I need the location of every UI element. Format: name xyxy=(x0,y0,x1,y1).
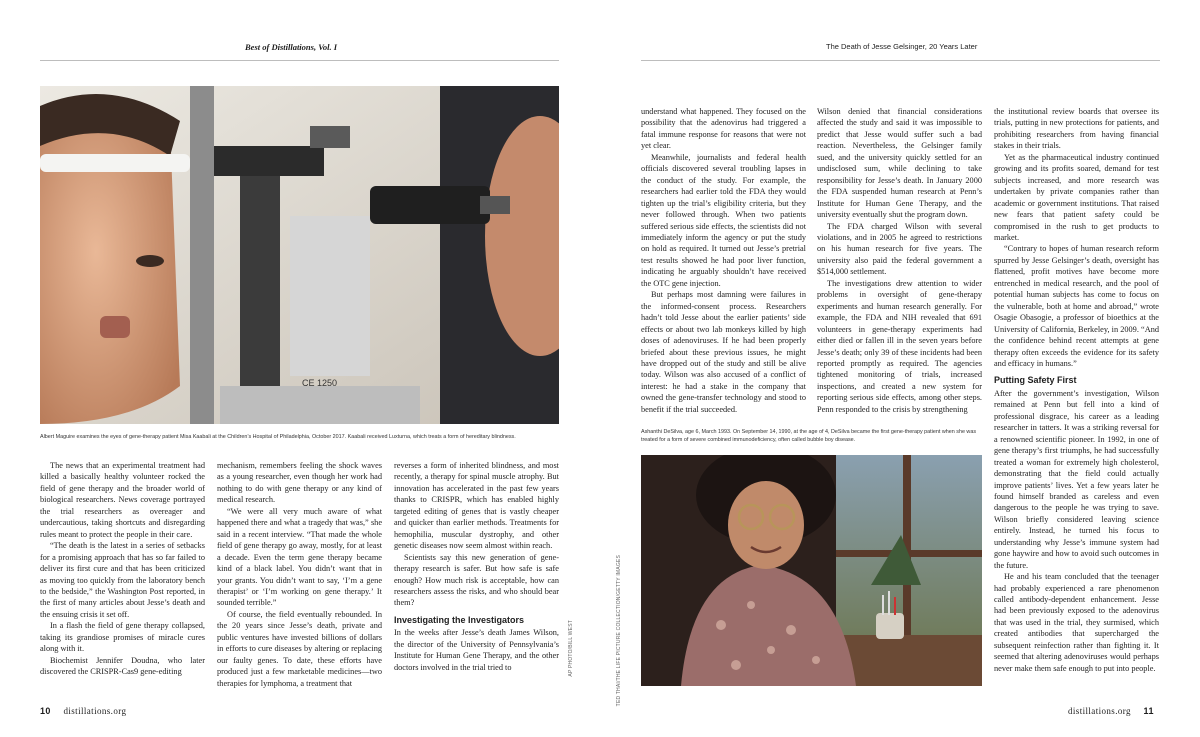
paragraph: Scientists say this new generation of gene-therapy research is safer. But how safe is safe enough? How much risk is acceptable, how can researchers assess the risks, and who should bear them? xyxy=(394,552,559,608)
paragraph: “The death is the latest in a series of setbacks for a promising approach that has so far failed to deliver its first cure and that has been criticized as moving too quickly from the laboratory bench to the bedside,” the Washington Post reported, in the first of many articles about Jesse’s death and the ensuing crisis it set off. xyxy=(40,541,205,619)
photo-desilva xyxy=(641,455,982,686)
instrument-label: CE 1250 xyxy=(302,378,338,388)
paragraph: The investigations drew attention to wider problems in oversight of gene-therapy experiments and human research generally. For example, the FDA and NIH revealed that 691 volunteers in gene-therapy experiments had either died or fallen ill in the seven years before Jesse’s death; only 39 of these incidents had been reported promptly as required. The agencies tightened monitoring of trials, increased inspections, and created a new system for reporting serious side effects, among other steps. Penn responded to the crisis by strengthening xyxy=(817,278,982,414)
footer-site-left: distillations.org xyxy=(63,706,127,716)
paragraph: But perhaps most damning were failures in the informed-consent process. Researchers hadn’t told Jesse about the earlier patients’ side effects or about two lab monkeys killed by high doses of adenoviruses. If he had been properly briefed about these previous issues, he might have dropped out of the study and still be alive today. Wilson was also accused of a conflict of interest: he had a stake in the company that owned the gene-transfer technology and stood to benefit if the trial succeeded. xyxy=(641,290,806,414)
paragraph: mechanism, remembers feeling the shock waves as a young researcher, even though her work had nothing to do with gene therapy or any kind of medical research. xyxy=(217,461,382,505)
paragraph: The news that an experimental treatment had killed a basically healthy volunteer rocked the field of gene therapy and the broader world of biological researchers. News coverage portrayed the trial researchers as overeager and undercautious, taking shortcuts and disregarding rules meant to protect the people in their care. xyxy=(40,461,205,539)
column-3 xyxy=(394,460,559,673)
paragraph: Yet as the pharmaceutical industry continued growing and its profits soared, demand for test subjects increased, and more research was undertaken by private companies rather than academic or government institutions. That raised new fears that patient safety could be compromised in the rush to get products to market. xyxy=(994,152,1159,242)
paragraph: He and his team concluded that the teenager had probably experienced a rare phenomenon called antibody-dependent enhancement. Jesse had been previously exposed to the adenovirus that was used in the trial, they surmised, which created antibodies that supercharged the subsequent reinfection rather than fighting it. It seemed that altering adenoviruses would perhaps never make them safe enough to put into people. xyxy=(994,572,1159,673)
photo1-caption: Albert Maguire examines the eyes of gene-therapy patient Misa Kaabali at the Children’s Hospital of Philadelphia, October 2017. Kaabali received Luxturna, which treats a form of hereditary blindness. xyxy=(40,434,516,440)
paragraph: After the government’s investigation, Wilson remained at Penn but fell into a kind of professional disgrace, his career as a leading researcher in tatters. It was a striking reversal for a renowned scientific pioneer. In 1992, in one of gene therapy’s first triumphs, he had successfully treated a woman for extremely high cholesterol, demonstrating that the field could actually improve patients’ lives. Yet a few years later he found himself branded as careless and even dangerous to the people he was trying to save. Wilson briefly considered leaving science entirely. Instead, he turned his focus to understanding why Jesse’s immune system had gone haywire and how to avoid such outcomes in the future. xyxy=(994,388,1159,570)
subheading-investigating: Investigating the Investigators xyxy=(394,614,525,625)
column-6 xyxy=(994,106,1159,674)
photo-eye-exam xyxy=(40,86,559,424)
column-4 xyxy=(641,106,806,415)
column-2 xyxy=(217,460,382,689)
photo2-caption: Ashanthi DeSilva, age 6, March 1993. On September 14, 1990, at the age of 4, DeSilva became the first gene-therapy patient when she was treated for a form of severe combined immunodeficiency, often called bubble boy disease. xyxy=(641,429,977,443)
page-number-left: 10 xyxy=(40,706,51,716)
paragraph: understand what happened. They focused on the possibility that the adenovirus had triggered a fatal immune response for reasons that were not yet clear. xyxy=(641,107,806,151)
column-5 xyxy=(817,106,982,415)
eye-exam-illustration xyxy=(40,86,559,424)
paragraph: In a flash the field of gene therapy collapsed, taking its grandiose promises of miracle cures along with it. xyxy=(40,621,205,654)
paragraph: Meanwhile, journalists and federal health officials discovered several troubling lapses in the conduct of the study. For example, the researchers had earlier told the FDA they would tighten up the trial’s eligibility criteria, but they never followed through. When two patients suffered serious side effects, the scientists did not immediately inform the agency or put the study on hold as required. It turned out Jesse’s pretrial test results showed he had poor liver function, indicating he arguably shouldn’t have received the OTC gene injection. xyxy=(641,152,806,288)
footer-right xyxy=(1068,706,1154,716)
paragraph: “We were all very much aware of what happened there and what a tragedy that was,” she said in a recent interview. “That made the whole field of gene therapy go away, mostly, for at least a decade. Even the term gene therapy became kind of a black label. You didn’t want that in your grants. You didn’t want to say, ‘I’m a gene therapist’ or ‘I’m working on gene therapy.’ It sounded terrible.” xyxy=(217,506,382,608)
paragraph: the institutional review boards that oversee its trials, putting in new protections for patients, and prohibiting researchers from having financial stakes in their trials. xyxy=(994,107,1159,151)
paragraph: Wilson denied that financial considerations affected the study and said it was impossible to predict that Jesse would suffer such a bad reaction. Nevertheless, the Gelsinger family sued, and the university quickly settled for an undisclosed sum, while declining to take responsibility for Jesse’s death. In January 2000 the FDA suspended human research at Penn’s Institute for Human Gene Therapy, and the university eventually shut the program down. xyxy=(817,107,982,220)
desilva-illustration xyxy=(641,455,982,686)
paragraph: Biochemist Jennifer Doudna, who later discovered the CRISPR-Cas9 gene-editing xyxy=(40,655,205,677)
photo2-credit: TED THAI/THE LIFE PICTURE COLLECTION/GETTY IMAGES xyxy=(616,555,622,707)
header-rule-right xyxy=(641,60,1160,61)
paragraph: Of course, the field eventually rebounded. In the 20 years since Jesse’s death, private and public ventures have invested billions of dollars in efforts to cure diseases by altering or replacing our faulty genes. To date, these efforts have produced just a few marketable medicines—two therapies for lymphoma, a treatment that xyxy=(217,609,382,688)
running-header-right: The Death of Jesse Gelsinger, 20 Years Later xyxy=(826,42,978,51)
paragraph: reverses a form of inherited blindness, and most recently, a therapy for spinal muscle atrophy. But innovation has accelerated in the past few years thanks to CRISPR, which has enabled highly targeted editing of genes that is vastly cheaper and quicker than earlier methods. Treatments for hemophilia, muscular dystrophy, and other genetic diseases now seem almost within reach. xyxy=(394,461,559,551)
paragraph: The FDA charged Wilson with several violations, and in 2005 he agreed to restrictions on his human research for five years. The university also paid the federal government a $514,000 settlement. xyxy=(817,221,982,277)
running-header-left: Best of Distillations, Vol. I xyxy=(245,42,338,52)
footer-site-right: distillations.org xyxy=(1068,706,1131,716)
subheading-safety: Putting Safety First xyxy=(994,375,1077,386)
paragraph: In the weeks after Jesse’s death James Wilson, the director of the University of Pennsylvania’s Institute for Human Gene Therapy, and the other doctors involved in the trial tried to xyxy=(394,628,559,672)
footer-left xyxy=(40,706,126,716)
photo1-credit: AP PHOTO/BILL WEST xyxy=(568,620,574,677)
page-number-right: 11 xyxy=(1143,706,1154,716)
paragraph: “Contrary to hopes of human research reform spurred by Jesse Gelsinger’s death, oversight has flattened, profit motives have become more entrenched in medical research, and the pool of potential human subjects has come to focus on the vulnerable, both at home and abroad,” wrote Osagie Obasogie, a professor of bioethics at the University of California, Berkeley, in 2009. “And the confidence behind recent attempts at gene therapy often exceeds the evidence for its safety and efficacy in humans.” xyxy=(994,244,1159,368)
column-1 xyxy=(40,460,205,678)
header-rule-left xyxy=(40,60,559,61)
